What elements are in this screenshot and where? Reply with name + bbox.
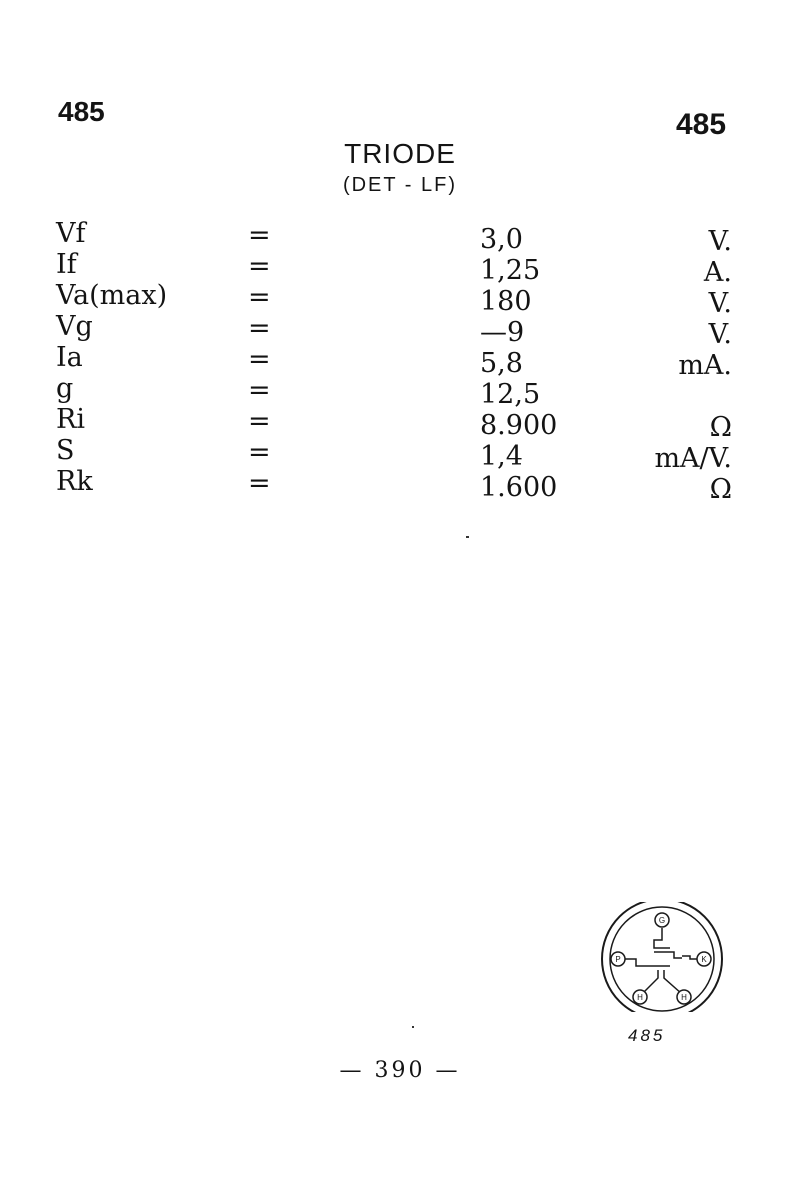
param-equals: = [248,437,271,468]
page-subtitle: (DET - LF) [342,174,458,196]
param-row-vf [0,218,800,257]
param-value: 8.900 [480,410,558,441]
param-value: 180 [480,286,532,317]
pin-plate-label: P [615,955,621,964]
param-row-ia [0,342,800,381]
param-symbol: Vg [56,311,93,342]
param-row-if [0,249,800,288]
grid-electrode [654,928,682,958]
page-title: TRIODE [344,138,456,169]
param-row-va-max [0,280,800,319]
param-symbol: g [56,373,74,404]
pin-cathode [697,952,711,966]
param-equals: = [248,406,271,437]
param-value: 1,4 [480,441,523,472]
param-value: 12,5 [480,379,541,410]
param-symbol: Ia [56,342,83,373]
plate-electrode [620,959,670,966]
param-value: 1.600 [480,472,558,503]
param-equals: = [248,344,271,375]
param-unit: Ω [709,412,732,443]
tube-base-pin-diagram [598,902,726,1012]
param-row-ri [0,404,800,443]
param-unit: mA/V. [654,443,732,474]
pin-heater-right-label: H [681,993,687,1002]
heater-filament [642,970,682,994]
diagram-label: 485 [628,1026,666,1045]
param-equals: = [248,375,271,406]
scan-speck [466,536,469,538]
param-symbol: Va(max) [56,280,168,311]
param-symbol: Vf [56,218,86,249]
tube-number-right: 485 [676,108,727,141]
param-value: 5,8 [480,348,523,379]
param-value: —9 [480,317,525,348]
pin-grid [655,913,669,927]
param-row-g [0,373,800,410]
param-value: 1,25 [480,255,541,286]
param-unit: V. [708,226,732,257]
pin-heater-left [633,990,647,1004]
param-value: 3,0 [480,224,523,255]
param-unit: A. [703,257,732,288]
param-unit: V. [708,288,732,319]
param-equals: = [248,468,271,499]
page-number: — 390 — [339,1058,461,1083]
param-row-s [0,435,800,474]
param-equals: = [248,220,271,251]
pin-cathode-label: K [701,955,707,964]
param-equals: = [248,282,271,313]
param-row-vg [0,311,800,350]
pin-heater-left-label: H [637,993,643,1002]
pin-heater-right [677,990,691,1004]
scan-speck [412,1026,414,1028]
param-equals: = [248,313,271,344]
param-row-rk [0,466,800,505]
param-unit: mA. [678,350,732,381]
tube-number-left: 485 [58,96,105,127]
param-equals: = [248,251,271,282]
param-symbol: If [56,249,77,280]
pin-plate [611,952,625,966]
param-unit: V. [708,319,732,350]
param-symbol: S [56,435,75,466]
param-unit: Ω [709,474,732,505]
param-symbol: Rk [56,466,93,497]
param-symbol: Ri [56,404,85,435]
pin-grid-label: G [658,916,666,925]
